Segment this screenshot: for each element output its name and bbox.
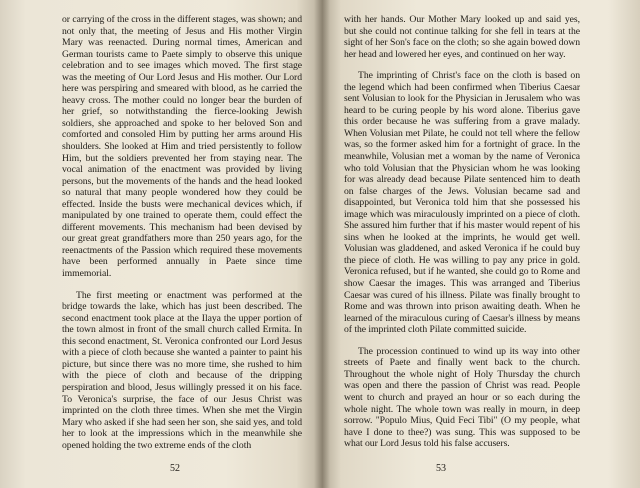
right-paragraph-2: The imprinting of Christ's face on the cloth is based on the legend which had been confirmed when Tiberius Caesar sent Volusian to look for the Physician in Jerusalem who was heard to be curing people by his word alone. Tiberius gave this order because he was suffering from a grave malady. When Volusian met Pilate, he could not tell where the fellow was, so the former asked him for a fortnight of grace. In the meanwhile, Volusian met a woman by the name of Veronica who told Volusian that the Physician whom he was looking for was already dead because Pilate sentenced him to death on false charges of the Jews. Volusian became sad and disappointed, but Veronica told him that she possessed his image which was miraculously imprinted on a piece of cloth. She assured him further that if his master would repent of his sins when he looked at the imprints, he would get well. Volusian was gladdened, and asked Veronica if he could buy the piece of cloth. He was willing to pay any price in gold. Veronica refused, but if he wanted, she could go to Rome and show Caesar the images. This was arranged and Tiberius Caesar was cured of his illness. Pilate was finally brought to Rome and was thrown into prison awaiting death. When he learned of the miraculous curing of Caesar's illness by means of the imprinted cloth Pilate committed suicide. (344, 70, 580, 336)
right-paragraph-3: The procession continued to wind up its way into other streets of Paete and finally went back to the church. Throughout the whole night of Holy Thursday the church was open and there the passion of Christ was read. People went to church and prayed an hour or so each during the whole night. The whole town was really in mourn, in deep sorrow. "Populo Mius, Quid Feci Tibi" (O my people, what have I done to thee?) was sung. This was supposed to be what our Lord Jesus told his false accusers. (344, 345, 580, 450)
right-page-body (344, 14, 580, 450)
left-page-number: 52 (170, 463, 180, 474)
right-page (322, 0, 640, 488)
left-paragraph-2: The first meeting or enactment was performed at the bridge towards the lake, which has just been described. The second enactment took place at the Ilaya the upper portion of the town almost in front of the small church called Ermita. In this second enactment, St. Veronica confronted our Lord Jesus with a piece of cloth because she wanted a painter to paint his picture, but since there was no more time, she rushed to him with the piece of cloth and because of the dripping perspiration and blood, Jesus willingly pressed it on his face. To Veronica's surprise, the face of our Jesus Christ was imprinted on the cloth three times. When she met the Virgin Mary who asked if she had seen her son, she said yes, and told her to look at the impressions which in the meanwhile she opened holding the two extreme ends of the cloth (62, 289, 302, 451)
book-gutter (314, 0, 330, 488)
right-paragraph-1: with her hands. Our Mother Mary looked up and said yes, but she could not continue talking for she fell in tears at the sight of her Son's face on the cloth; so she again bowed down her head and lowered her eyes, and continued on her way. (344, 14, 580, 60)
right-page-number: 53 (436, 463, 446, 474)
left-page-body (62, 14, 302, 451)
left-paragraph-1: or carrying of the cross in the different stages, was shown; and not only that, the meeting of Jesus and His mother Virgin Mary was reenacted. During normal times, American and German tourists came to Paete simply to observe this unique celebration and to see images which moved. The first stage was the meeting of Our Lord Jesus and His mother. Our Lord here was perspiring and smeared with blood, as he carried the heavy cross. The mother could no longer bear the burden of her grief, so notwithstanding the fierce-looking Jewish soldiers, she approached and spoke to her beloved Son and comforted and consoled Him by putting her arms around His shoulders. She looked at Him and tried persistently to follow Him, but the soldiers prevented her from staying near. The vocal animation of the enactment was provided by living persons, but the movements of the hands and the head looked so natural that many people wondered how they could be effected. Inside the busts were mechanical devices which, if manipulated by one trained to operate them, could effect the different movements. This mechanism had been devised by our great great grandfathers more than 250 years ago, for the reenactments of the Passion which required these movements have been performed annually in Paete since time immemorial. (62, 14, 302, 280)
